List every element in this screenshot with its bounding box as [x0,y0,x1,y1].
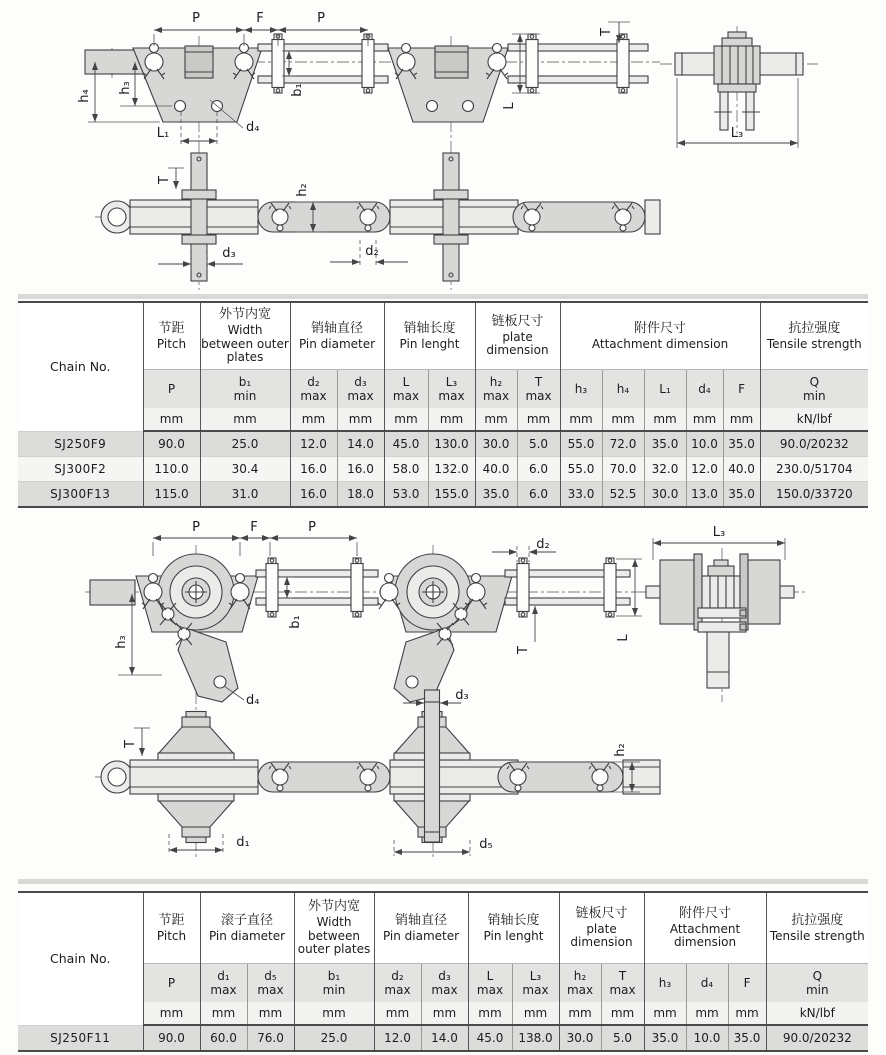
fig1-dim-t-plan: T [157,176,172,184]
t2-group-width: 外节内宽 Width between outer plates [294,892,374,964]
spec-table-roller-chain [18,891,868,1052]
cell: 5.0 [517,431,560,457]
fig1-dim-t-side: T [599,28,614,36]
cell: 90.0/20232 [766,1025,868,1051]
fig1-dim-l: L [502,102,517,110]
fig2-dim-t-plan: T [123,740,138,748]
cell: 12.0 [290,431,337,457]
cell: 30.0 [475,431,517,457]
fig2-dim-d3: d₃ [455,688,469,703]
fig2-dim-l: L [616,634,631,642]
cell: 138.0 [512,1025,559,1051]
cell: 35.0 [723,431,760,457]
spec-table-attachment-chain [18,301,868,508]
fig2-dim-h3: h₃ [114,635,129,649]
cell: 10.0 [686,431,723,457]
cell: 25.0 [200,431,290,457]
fig2-dim-d1: d₁ [236,835,250,850]
section-divider [18,294,868,299]
fig1-plan-view [95,153,660,281]
section-divider [18,879,868,884]
fig1-dim-b1: b₁ [290,83,305,97]
cell: 5.0 [601,1025,644,1051]
cell: 55.0 [560,457,602,482]
cell: 230.0/51704 [760,457,868,482]
cell: 130.0 [428,431,475,457]
fig2-dim-p-left: P [192,520,200,535]
cell: 76.0 [247,1025,294,1051]
fig2-dim-d2: d₂ [536,537,550,552]
t1-row-sj300f2 [18,457,868,482]
fig1-dim-h4: h₄ [77,89,92,103]
fig1-dim-h3: h₃ [118,81,133,95]
cell: 90.0 [143,431,200,457]
cell: 6.0 [517,482,560,508]
cell: 12.0 [686,457,723,482]
fig1-dim-l1: L₁ [156,126,170,141]
fig1-dim-d4: d₄ [246,120,260,135]
cell: 45.0 [384,431,428,457]
fig2-pendant-shaft [707,632,729,688]
cell: 45.0 [468,1025,512,1051]
cell: 115.0 [143,482,200,508]
fig2-dim-t-side: T [516,646,531,654]
t1-chain-no-header: Chain No. [18,302,143,431]
figure1-drawing [0,0,886,295]
fig1-attachment-bar-1 [185,46,213,78]
fig1-dim-d3: d₃ [222,246,236,261]
cell: 53.0 [384,482,428,508]
chain-no: SJ300F2 [18,457,143,482]
fig1-dim-p-left: P [192,11,200,26]
fig2-plan-view [95,688,660,856]
fig2-end-wheel-left [660,560,694,624]
fig1-end-view [660,26,818,148]
fig2-roller-top-1 [158,712,234,761]
t1-row-sj300f13 [18,482,868,508]
t1-group-tensile-strength: 抗拉强度 Tensile strength [760,302,868,370]
cell: 30.0 [559,1025,601,1051]
fig1-dim-d2: d₂ [365,244,379,259]
cell: 90.0/20232 [760,431,868,457]
t1-group-attachment-dimension: 附件尺寸 Attachment dimension [560,302,760,370]
cell: 52.5 [602,482,644,508]
chain-no: SJ300F13 [18,482,143,508]
t2-row-sj250f11 [18,1025,868,1051]
fig2-dim-d4: d₄ [246,693,260,708]
cell: 35.0 [475,482,517,508]
cell: 12.0 [374,1025,421,1051]
cell: 55.0 [560,431,602,457]
t1-symbol-row: P b₁ min d₂ max d₃ max L max L₃ max h₂ max T max h₃ h₄ L₁ d₄ F Q min [18,370,868,409]
fig2-dim-h2: h₂ [613,743,628,757]
fig2-dim-p-right: P [308,520,316,535]
fig1-dim-f: F [256,11,264,26]
fig2-dim-l3: L₃ [712,525,726,540]
t2-group-plate-dimension: 链板尺寸 plate dimension [559,892,644,964]
fig2-dim-f: F [250,520,258,535]
cell: 110.0 [143,457,200,482]
cell: 13.0 [686,482,723,508]
cell: 72.0 [602,431,644,457]
cell: 16.0 [337,457,384,482]
fig2-plan-outer-link [130,760,258,794]
t2-group-pitch: 节距 Pitch [143,892,200,964]
fig1-dim-p-right: P [317,11,325,26]
cell: 30.4 [200,457,290,482]
cell: 58.0 [384,457,428,482]
cell: 150.0/33720 [760,482,868,508]
cell: 40.0 [475,457,517,482]
cell: 10.0 [686,1025,728,1051]
chain-no: SJ250F9 [18,431,143,457]
cell: 40.0 [723,457,760,482]
t2-group-pin-length: 销轴长度 Pin lenght [468,892,559,964]
fig2-dim-b1: b₁ [288,615,303,629]
cell: 35.0 [644,1025,686,1051]
t1-group-pitch: 节距 Pitch [143,302,200,370]
fig1-dim-l3: L₃ [730,126,744,141]
t1-group-pin-length: 销轴长度 Pin lenght [384,302,475,370]
t2-group-roller-diameter: 滚子直径 Pin diameter [200,892,294,964]
fig2-cross-rod [425,690,440,842]
t1-group-pin-diameter: 销轴直径 Pin diameter [290,302,384,370]
cell: 14.0 [337,431,384,457]
cell: 132.0 [428,457,475,482]
t2-unit-row: mm mm mm mm mm mm mm mm mm mm mm mm mm kN/lbf [18,1002,868,1025]
t2-group-pin-diameter: 销轴直径 Pin diameter [374,892,468,964]
t2-chain-no-header: Chain No. [18,892,143,1025]
cell: 70.0 [602,457,644,482]
figure2-drawing [0,505,886,880]
cell: 25.0 [294,1025,374,1051]
cell: 60.0 [200,1025,247,1051]
cell: 33.0 [560,482,602,508]
t1-group-plate-dimension: 链板尺寸 plate dimension [475,302,560,370]
cell: 31.0 [200,482,290,508]
cell: 30.0 [644,482,686,508]
cell: 14.0 [421,1025,468,1051]
t2-group-attachment-dimension: 附件尺寸 Attachment dimension [644,892,766,964]
cell: 6.0 [517,457,560,482]
chain-no: SJ250F11 [18,1025,143,1051]
cell: 16.0 [290,457,337,482]
cell: 90.0 [143,1025,200,1051]
t2-group-tensile-strength: 抗拉强度 Tensile strength [766,892,868,964]
cell: 35.0 [728,1025,766,1051]
cell: 18.0 [337,482,384,508]
fig2-end-view [640,525,805,702]
cell: 155.0 [428,482,475,508]
t1-group-width: 外节内宽 Width between outer plates [200,302,290,370]
cell: 35.0 [723,482,760,508]
t2-symbol-row: P d₁ max d₅ max b₁ min d₂ max d₃ max L max L₃ max h₂ max T max h₃ d₄ F Q min [18,964,868,1003]
fig1-dim-h2: h₂ [295,183,310,197]
cell: 35.0 [644,431,686,457]
t1-row-sj250f9 [18,431,868,457]
fig2-dim-d5: d₅ [479,837,493,852]
cell: 32.0 [644,457,686,482]
cell: 16.0 [290,482,337,508]
fig2-end-wheel-right [748,560,780,624]
fig1-attachment-bar-2 [435,46,468,78]
fig2-left-link-stub [90,580,135,605]
t1-unit-row: mm mm mm mm mm mm mm mm mm mm mm mm mm kN/lbf [18,408,868,431]
